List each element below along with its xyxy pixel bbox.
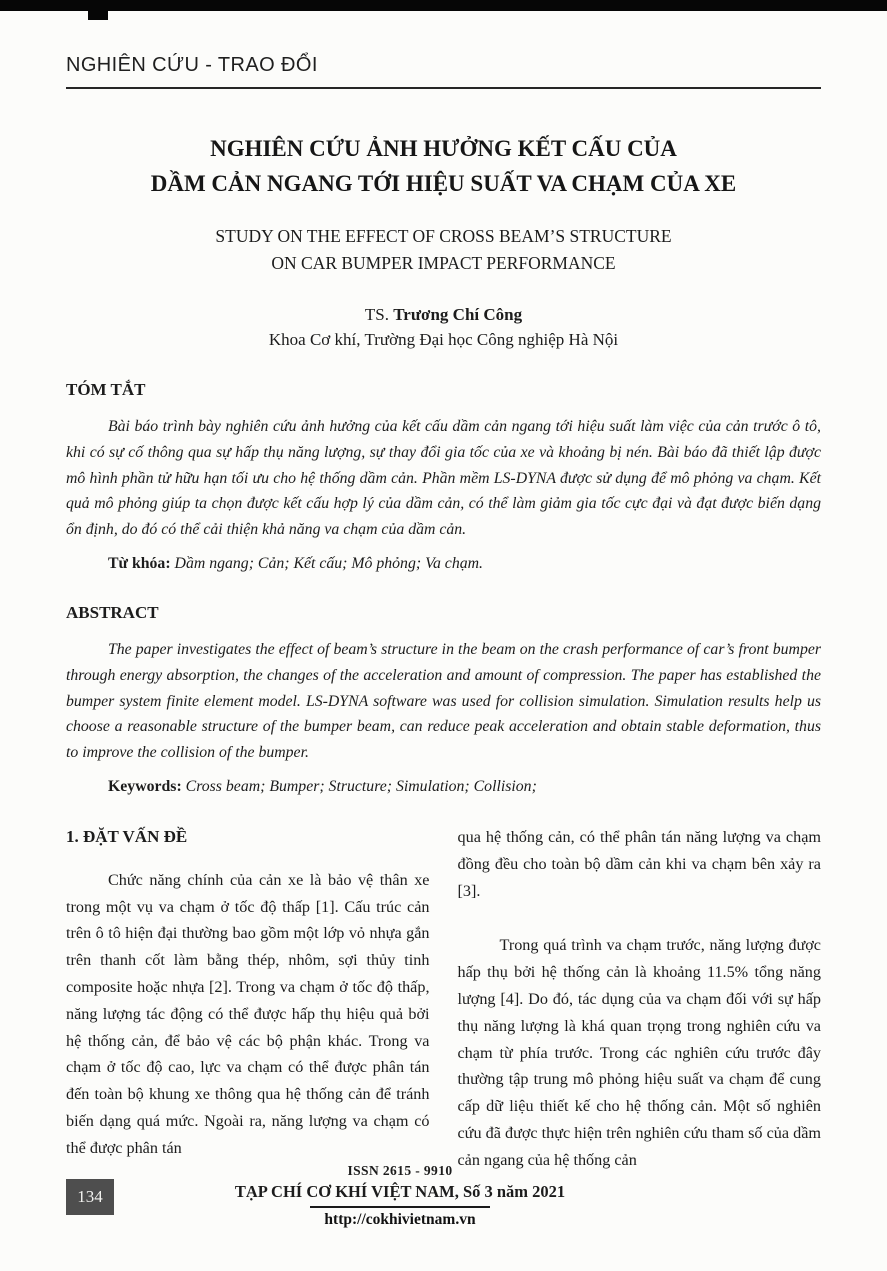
keywords-vi-text: Dầm ngang; Cản; Kết cấu; Mô phỏng; Va chạm. [170, 554, 483, 572]
left-column [66, 824, 430, 1174]
abstract-vi-body: Bài báo trình bày nghiên cứu ảnh hưởng của kết cấu dầm cản ngang tới hiệu suất làm việc của cản trước ô tô, khi có sự cố thông qua sự hấp thụ năng lượng, sự thay đổi gia tốc của xe và khoảng bị nén. Bài báo đã thiết lập được mô hình phần tử hữu hạn tối ưu cho hệ thống dầm cản. Phần mềm LS-DYNA được sử dụng để mô phỏng va chạm. Kết quả mô phỏng giúp ta chọn được kết cấu hợp lý của dầm cản, có thể làm giảm gia tốc cực đại và đạt được biến dạng ổn định, do đó có thể cải thiện khả năng va chạm của dầm cản. [66, 418, 821, 539]
left-column-paragraph: Chức năng chính của cản xe là bảo vệ thân xe trong một vụ va chạm ở tốc độ thấp [1]. Cấu trúc cản trên ô tô hiện đại thường bao gồm một lớp vỏ nhựa gắn trên thanh cốt làm bằng thép, nhôm, sợi thủy tinh composite hoặc nhựa [2]. Trong va chạm ở tốc độ thấp, năng lượng tác động có thể được hấp thụ hiệu quả bởi hệ thống cản, để bảo vệ các bộ phận khác. Trong va chạm ở tốc độ cao, lực va chạm có thể được phân tán đến toàn bộ khung xe thông qua hệ thống cản để tránh biến dạng quá mức. Ngoài ra, năng lượng va chạm có thể được phân tán [66, 870, 430, 1157]
keywords-en-label: Keywords: [108, 777, 182, 795]
scan-artifact-top-bar [0, 0, 887, 11]
keywords-en-line [66, 778, 821, 796]
running-head: NGHIÊN CỨU - TRAO ĐỔI [66, 54, 318, 76]
right-column-paragraph-1: qua hệ thống cản, có thể phân tán năng lượng va chạm đồng đều cho toàn bộ dầm cản khi va chạm bên xảy ra [3]. [457, 827, 821, 900]
keywords-vi-label: Từ khóa: [108, 554, 171, 572]
author-affiliation: Khoa Cơ khí, Trường Đại học Công nghiệp Hà Nội [268, 330, 619, 349]
abstract-en-body: The paper investigates the effect of beam’s structure in the beam on the crash performance of car’s front bumper through energy absorption, the changes of the acceleration and amount of compression. The paper has established the bumper system finite element model. LS-DYNA software was used for collision simulation. Simulation results help us choose a reasonable structure of the bumper beam, can reduce peak acceleration and obtain stable deformation, thus to improve the collision of the bumper. [66, 640, 821, 762]
scan-artifact-mark [88, 2, 108, 20]
journal-footer [160, 1163, 640, 1229]
section-1-heading: 1. ĐẶT VẤN ĐỀ [66, 826, 188, 846]
article-title-vi [66, 131, 821, 201]
right-column-paragraph-2: Trong quá trình va chạm trước, năng lượng được hấp thụ bởi hệ thống cản là khoảng 11.5% tổng năng lượng [4]. Do đó, tác dụng của va chạm đối với sự hấp thụ năng lượng là khá quan trọng trong nghiên cứu va chạm từ phía trước. Trong các nghiên cứu trước đây thường tập trung mô phỏng hiệu suất va chạm để cung cấp dữ liệu thiết kế cho hệ thống cản. Một số nghiên cứu đã được thực hiện trên nghiên cứu tham số của dầm cản ngang của hệ thống cản [457, 936, 821, 1169]
article-title-vi-line1: NGHIÊN CỨU ẢNH HƯỞNG KẾT CẤU CỦA [210, 136, 677, 161]
author-prefix: TS. [364, 305, 394, 324]
header-divider [66, 87, 821, 89]
article-title-en-line2: ON CAR BUMPER IMPACT PERFORMANCE [271, 253, 616, 273]
page-content [0, 54, 887, 1174]
two-column-body [66, 824, 821, 1174]
article-title-vi-line2: DẦM CẢN NGANG TỚI HIỆU SUẤT VA CHẠM CỦA XE [150, 171, 737, 196]
keywords-vi-line [66, 555, 821, 573]
abstract-en-heading: ABSTRACT [66, 602, 159, 622]
page-number-badge: 134 [66, 1179, 114, 1215]
footer-journal-title: TẠP CHÍ CƠ KHÍ VIỆT NAM, Số 3 năm 2021 [234, 1182, 566, 1201]
author-name: Trương Chí Công [393, 305, 523, 324]
abstract-vi-heading: TÓM TẮT [66, 380, 146, 399]
keywords-en-text: Cross beam; Bumper; Structure; Simulation; Collision; [181, 777, 537, 795]
footer-url-rule [310, 1206, 489, 1229]
article-title-en-line1: STUDY ON THE EFFECT OF CROSS BEAM’S STRUCTURE [215, 226, 672, 246]
footer-url: http://cokhivietnam.vn [324, 1211, 476, 1228]
footer-issn: ISSN 2615 - 9910 [347, 1163, 453, 1178]
right-column [458, 824, 822, 1174]
article-title-en [66, 223, 821, 277]
author-line [66, 305, 821, 325]
